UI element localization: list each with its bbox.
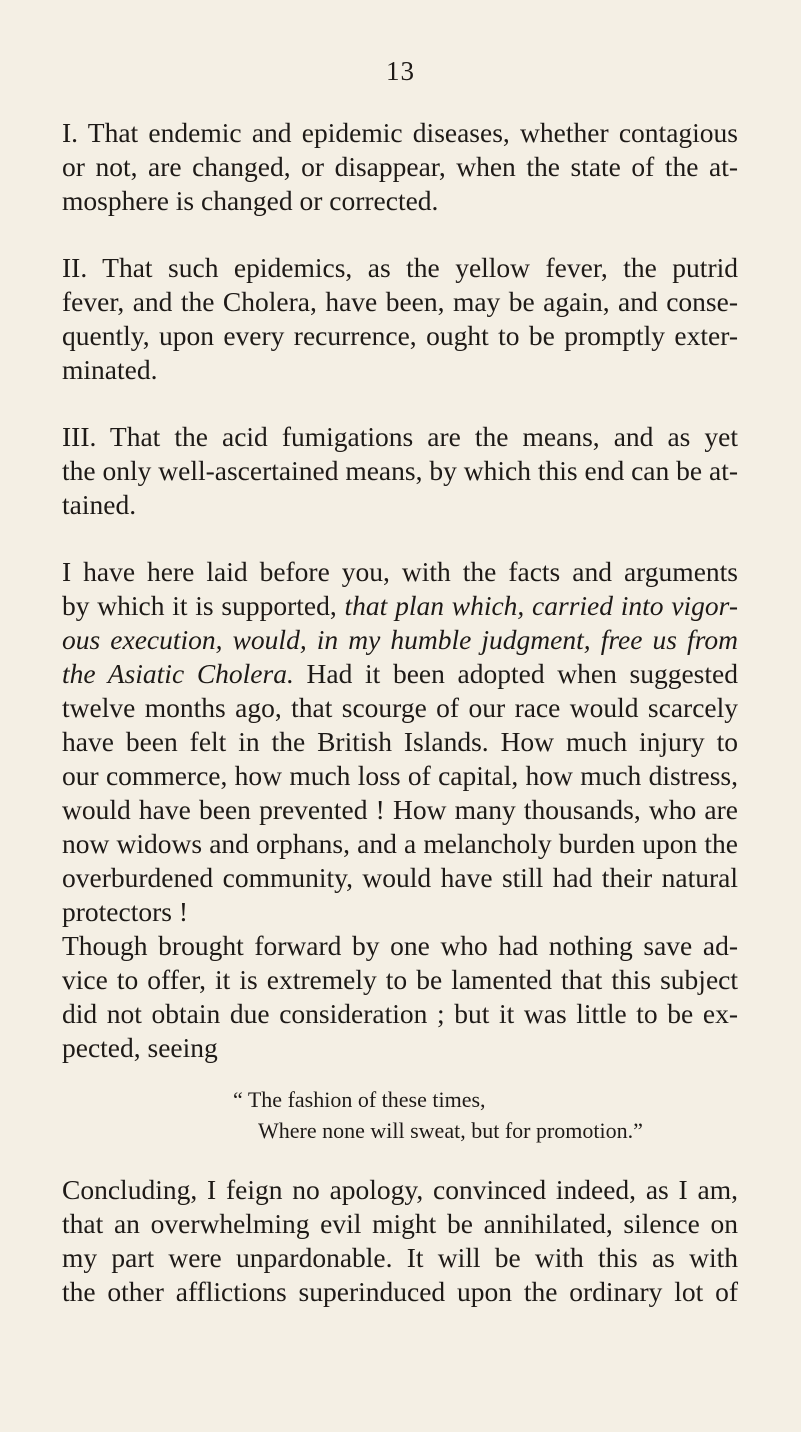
quote-line: Where none will sweat, but for promotion.” (258, 1118, 643, 1143)
italic-text: that plan which, carried into vigor- (344, 590, 738, 621)
text-line: twelve months ago, that scourge of our race would scarcely (62, 692, 738, 723)
text-line: I. That endemic and epidemic diseases, whether contagious (62, 117, 738, 148)
text-line: quently, upon every recurrence, ought to be promptly exter- (62, 320, 738, 351)
text-line: that an overwhelming evil might be annihilated, silence on (62, 1208, 738, 1239)
text-line: III. That the acid fumigations are the means, and as yet (62, 421, 738, 452)
text-line: II. That such epidemics, as the yellow fever, the putrid (62, 252, 738, 283)
text-line: Concluding, I feign no apology, convinced indeed, as I am, (62, 1174, 738, 1205)
text-line: protectors ! (62, 896, 188, 927)
text-line: or not, are changed, or disappear, when the state of the at- (62, 151, 738, 182)
italic-text: the Asiatic Cholera. (62, 658, 294, 689)
text-line: my part were unpardonable. It will be with this as with (62, 1242, 738, 1273)
text-line: mosphere is changed or corrected. (62, 185, 439, 216)
text-line: Though brought forward by one who had nothing save ad- (62, 930, 738, 961)
text-line (62, 623, 738, 657)
text-line: vice to offer, it is extremely to be lamented that this subject (62, 964, 738, 995)
text-line: minated. (62, 354, 158, 385)
text-line: tained. (62, 489, 137, 520)
text-line: the other afflictions superinduced upon the ordinary lot of (62, 1276, 738, 1307)
text-run: by which it is supported, (62, 590, 345, 621)
text-line: the only well-ascertained means, by which this end can be at- (62, 455, 738, 486)
text-line: overburdened community, would have still had their natural (62, 862, 738, 893)
text-line: pected, seeing (62, 1032, 218, 1063)
text-line: did not obtain due consideration ; but it was little to be ex- (62, 998, 738, 1029)
text-line: have been felt in the British Islands. How much injury to (62, 726, 738, 757)
quote-line: “ The fashion of these times, (233, 1087, 486, 1112)
text-line: would have been prevented ! How many thousands, who are (62, 794, 738, 825)
italic-text: ous execution, would, in my humble judgment, free us from (62, 624, 738, 655)
text-line: fever, and the Cholera, have been, may be again, and conse- (62, 286, 738, 317)
text-line: I have here laid before you, with the facts and arguments (62, 556, 738, 587)
text-line (62, 657, 738, 691)
page-number: 13 (386, 56, 415, 86)
text-line: now widows and orphans, and a melancholy burden upon the (62, 828, 738, 859)
text-run: Had it been adopted when suggested (293, 658, 738, 689)
text-line: our commerce, how much loss of capital, how much distress, (62, 760, 738, 791)
text-line (62, 589, 738, 623)
